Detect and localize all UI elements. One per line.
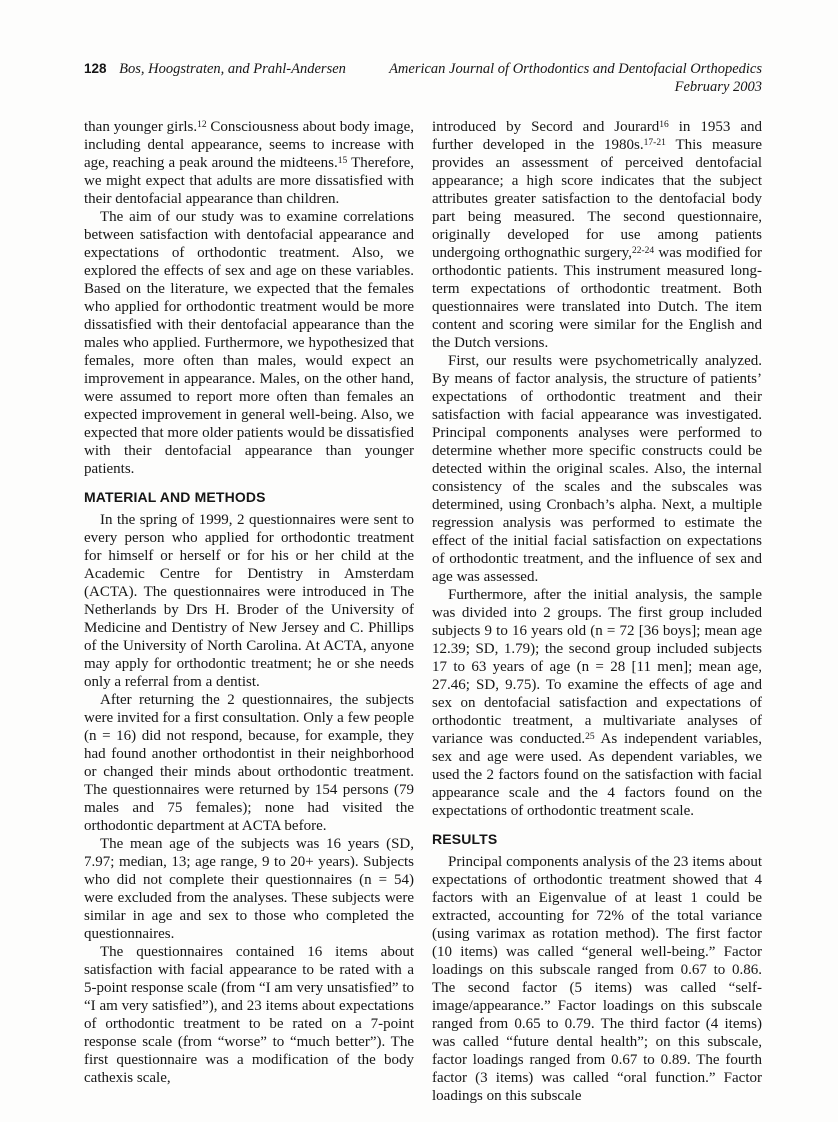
right-column <box>432 118 762 1105</box>
body-paragraph: The questionnaires contained 16 items about satisfaction with facial appearance to be rated with a 5-point response scale (from “I am very unsatisfied” to “I am very satisfied”), and 23 items about expectations of orthodontic treatment to be rated on a 7-point response scale (from “worse” to “much better”). The first questionnaire was a modification of the body cathexis scale, <box>84 944 414 1086</box>
body-paragraph: In the spring of 1999, 2 questionnaires were sent to every person who applied for orthodontic treatment for himself or herself or for his or her child at the Academic Centre for Dentistry in Amsterdam (ACTA). The questionnaires were introduced in The Netherlands by Drs H. Broder of the University of Medicine and Dentistry of New Jersey and C. Phillips of the University of North Carolina. At ACTA, anyone may apply for orthodontic treatment; he or she needs only a referral from a dentist. <box>84 512 414 690</box>
body-paragraph: Furthermore, after the initial analysis, the sample was divided into 2 groups. The first group included subjects 9 to 16 years old (n = 72 [36 boys]; mean age 12.39; SD, 1.79); the second group included subjects 17 to 63 years of age (n = 28 [11 men]; mean age, 27.46; SD, 9.75). To examine the effects of age and sex on dentofacial satisfaction and expectations of orthodontic treatment, a multivariate analyses of variance was conducted.$^{25}$ As independent variables, sex and age were used. As dependent variables, we used the 2 factors found on the satisfaction with facial appearance scale and the 4 factors found on the expectations of orthodontic treatment scale. <box>432 587 762 819</box>
left-column <box>84 118 414 1105</box>
section-heading-material-and-methods: MATERIAL AND METHODS <box>84 489 266 505</box>
running-header-left <box>84 60 346 78</box>
running-authors: Bos, Hoogstraten, and Prahl-Andersen <box>119 61 346 77</box>
body-paragraph: introduced by Secord and Jourard$^{16}$ in 1953 and further developed in the 1980s.$^{17-21}$ This measure provides an assessment of perceived dentofacial appearance; a high score indicates that the subject attributes greater satisfaction to the dentofacial body part being measured. The second questionnaire, originally developed for use among patients undergoing orthognathic surgery,$^{22-24}$ was modified for orthodontic patients. This instrument measured long-term expectations of orthodontic treatment. Both questionnaires were translated into Dutch. The item content and scoring were similar for the English and the Dutch versions. <box>432 119 763 351</box>
body-paragraph: The mean age of the subjects was 16 years (SD, 7.97; median, 13; age range, 9 to 20+ years). Subjects who did not complete their questionnaires (n = 54) were excluded from the analyses. These subjects were similar in age and sex to those who completed the questionnaires. <box>84 836 414 942</box>
body-paragraph: The aim of our study was to examine correlations between satisfaction with dentofacial appearance and expectations of orthodontic treatment. Also, we explored the effects of sex and age on these variables. Based on the literature, we expected that the females who applied for orthodontic treatment would be more dissatisfied with their dentofacial appearance than the males who applied. Furthermore, we hypothesized that females, more often than males, would expect an improvement in appearance. Males, on the other hand, were assumed to report more often than females an expected improvement in general well-being. Also, we expected that more older patients would be dissatisfied with their dentofacial appearance than younger patients. <box>84 209 414 477</box>
body-paragraph: After returning the 2 questionnaires, the subjects were invited for a first consultation. Only a few people (n = 16) did not respond, because, for example, they had found another orthodontist in their neighborhood or changed their minds about orthodontic treatment. The questionnaires were returned by 154 persons (79 males and 75 females); none had visited the orthodontic department at ACTA before. <box>84 692 414 834</box>
page-number: 128 <box>84 61 107 76</box>
section-heading-results: RESULTS <box>432 831 498 847</box>
body-paragraph: First, our results were psychometrically analyzed. By means of factor analysis, the structure of patients’ expectations of orthodontic treatment and their satisfaction with facial appearance was investigated. Principal components analyses were performed to determine whether more specific constructs could be detected within the original scales. Also, the internal consistency of the scales and the subscales was determined, using Cronbach’s alpha. Next, a multiple regression analysis was performed to estimate the effect of the initial facial satisfaction on expectations of orthodontic treatment, and the influence of sex and age was assessed. <box>432 353 762 585</box>
body-paragraph: than younger girls.$^{12}$ Consciousness about body image, including dental appearance, seems to increase with age, reaching a peak around the midteens.$^{15}$ Therefore, we might expect that adults are more dissatisfied with their dentofacial appearance than children. <box>84 119 414 207</box>
running-header <box>84 60 762 96</box>
two-column-body <box>84 118 762 1105</box>
journal-title: American Journal of Orthodontics and Dentofacial Orthopedics <box>389 61 762 77</box>
issue-date: February 2003 <box>674 79 762 95</box>
journal-title-block <box>389 60 762 96</box>
body-paragraph: Principal components analysis of the 23 items about expectations of orthodontic treatment showed that 4 factors with an Eigenvalue of at least 1 could be extracted, accounting for 72% of the total variance (using varimax as rotation method). The first factor (10 items) was called “general well-being.” Factor loadings on this subscale ranged from 0.67 to 0.86. The second factor (5 items) was called “self-image/appearance.” Factor loadings on this subscale ranged from 0.65 to 0.79. The third factor (4 items) was called “future dental health”; on this subscale, factor loadings ranged from 0.67 to 0.89. The fourth factor (3 items) was called “oral function.” Factor loadings on this subscale <box>432 854 762 1104</box>
